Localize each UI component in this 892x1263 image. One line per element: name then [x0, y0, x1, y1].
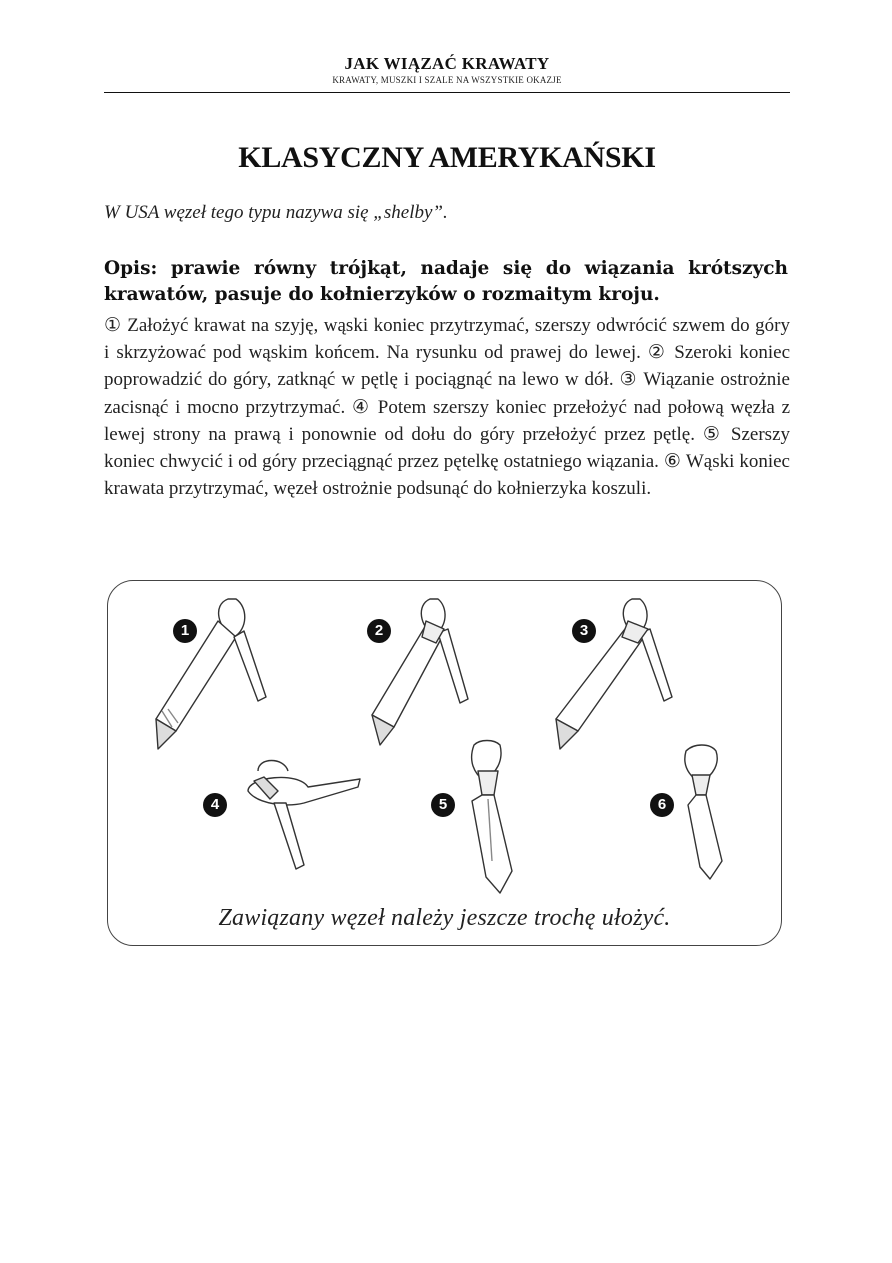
- tie-step-5-drawing: [472, 741, 512, 894]
- tie-drawings: [108, 581, 781, 945]
- step-badge-2: 2: [367, 619, 391, 643]
- steps-paragraph: [104, 312, 790, 502]
- step-badge-5: 5: [431, 793, 455, 817]
- step-badge-6: 6: [650, 793, 674, 817]
- step-5: ⑤ Szerszy koniec chwycić i od góry przeciągnąć przez pętelkę ostatniego wiązania.: [104, 423, 791, 473]
- header-subtitle: KRAWATY, MUSZKI I SZALE NA WSZYSTKIE OKAZJE: [332, 75, 562, 85]
- step-badge-3: 3: [572, 619, 596, 643]
- step-3: ③ Wiązanie ostrożnie zacisnąć i mocno przytrzymać.: [104, 369, 790, 418]
- header-title: JAK WIĄZAĆ KRAWATY: [344, 54, 550, 73]
- step-6: ⑥ Wąski koniec krawata przytrzymać, węzeł ostrożnie podsunąć do kołnierzyka koszuli.: [104, 451, 790, 500]
- tie-step-6-drawing: [685, 745, 722, 879]
- header-divider: [104, 92, 790, 93]
- running-header: [104, 54, 790, 86]
- tie-step-3-drawing: [556, 599, 672, 749]
- tie-illustration-panel: [107, 580, 782, 946]
- page-title: KLASYCZNY AMERYKAŃSKI: [238, 141, 656, 174]
- intro-text: W USA węzeł tego typu nazywa się „shelby”.: [104, 202, 448, 223]
- figure-caption: Zawiązany węzeł należy jeszcze trochę ułożyć.: [218, 905, 671, 931]
- step-1: ① Założyć krawat na szyję, wąski koniec przytrzymać, szerszy odwrócić szwem do góry i skrzyżować pod wąskim końcem. Na rysunku od prawej do lewej.: [104, 315, 790, 364]
- step-badge-1: 1: [173, 619, 197, 643]
- tie-step-4-drawing: [248, 761, 360, 870]
- description: Opis: prawie równy trójkąt, nadaje się do wiązania krótszych krawatów, pasuje do kołnierzyków o rozmaitym kroju.: [104, 258, 788, 305]
- step-badge-4: 4: [203, 793, 227, 817]
- step-2: ② Szeroki koniec poprowadzić do góry, zatknąć w pętlę i pociągnąć na lewo w dół.: [104, 342, 791, 391]
- tie-step-1-drawing: [156, 599, 266, 749]
- step-4: ④ Potem szerszy koniec przełożyć nad połową węzła z lewej strony na prawą i ponownie od dołu do góry przełożyć przez pętlę.: [104, 396, 791, 445]
